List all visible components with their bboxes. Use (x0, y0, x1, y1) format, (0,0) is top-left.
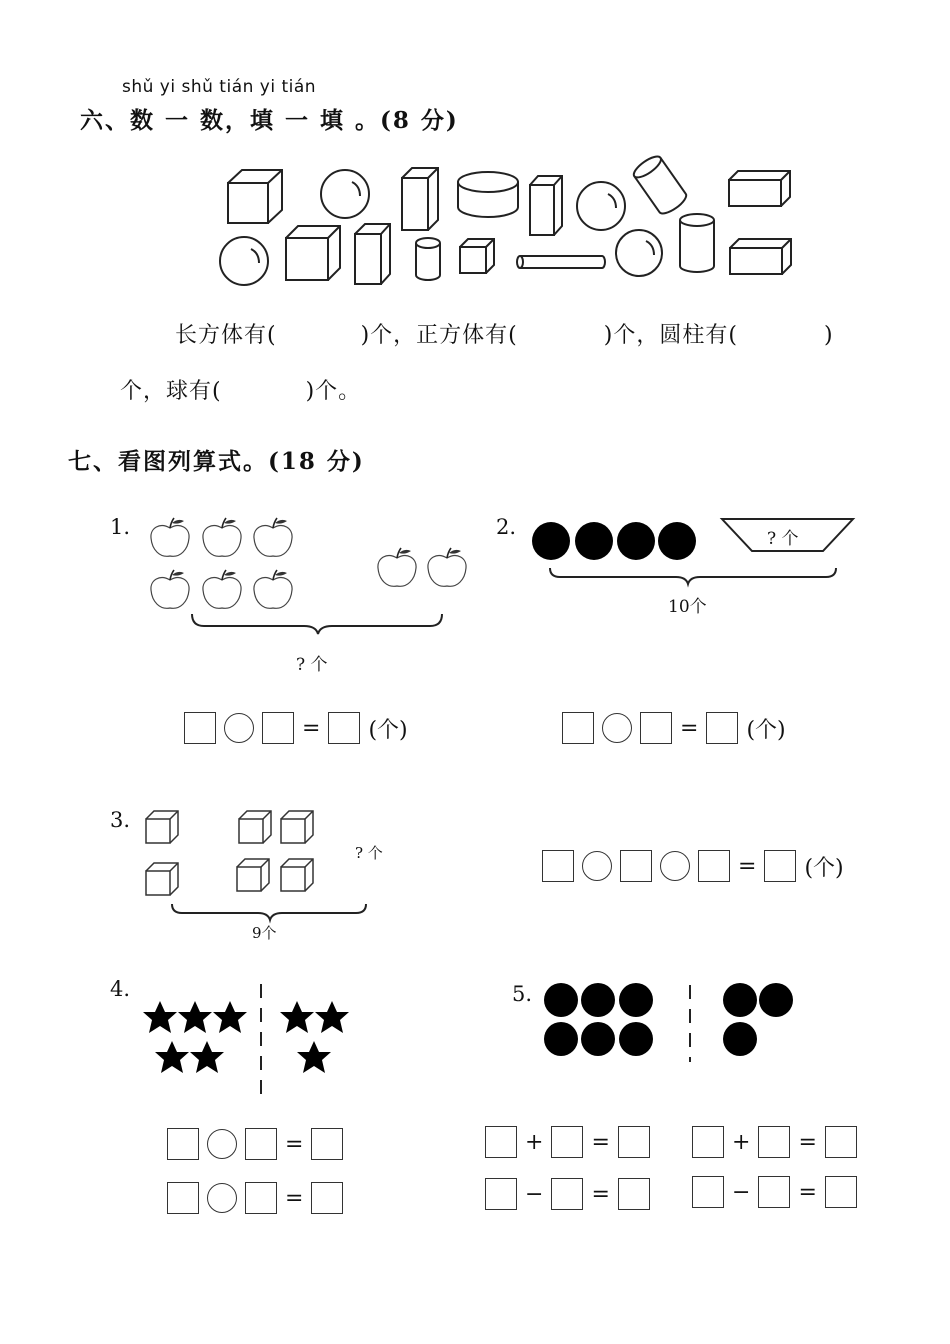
label-cylinder: )个，圆柱有( (603, 323, 738, 348)
label-end: )个。 (305, 379, 362, 404)
closing-paren: ) (823, 323, 834, 348)
problem-2-number: 2. (496, 515, 517, 539)
equals-sign: = (738, 853, 757, 879)
answer-box[interactable] (618, 1178, 650, 1210)
answer-box[interactable] (618, 1126, 650, 1158)
problem-3-number: 3. (110, 808, 131, 832)
plus-sign: + (732, 1129, 751, 1155)
section6-title: 六、数 一 数，填 一 填 。(8 分) (80, 107, 459, 134)
answer-box[interactable] (825, 1176, 857, 1208)
unit-label: (个) (804, 855, 844, 881)
label-sphere: 个，球有( (120, 379, 222, 404)
answer-box[interactable] (758, 1176, 790, 1208)
answer-box[interactable] (758, 1126, 790, 1158)
equals-sign: = (285, 1131, 304, 1157)
problem-5-equation-4 (692, 1176, 857, 1208)
dot-group-left (544, 983, 653, 1056)
problem-1-label: ? 个 (296, 655, 328, 675)
answer-box[interactable] (551, 1178, 583, 1210)
unit-label: (个) (746, 717, 786, 743)
problem-5-equation-2 (692, 1126, 857, 1158)
basket-label: ? 个 (767, 529, 799, 549)
minus-sign: − (732, 1179, 751, 1205)
problem-5-number: 5. (512, 982, 533, 1006)
answer-box[interactable] (551, 1126, 583, 1158)
equals-sign: = (680, 715, 699, 741)
problem-2-total: 10个 (668, 597, 707, 617)
answer-box[interactable] (692, 1126, 724, 1158)
equals-sign: = (591, 1129, 610, 1155)
label-cube: )个，正方体有( (360, 323, 518, 348)
label-cuboid: 长方体有( (175, 323, 277, 348)
dot-group-right (723, 983, 793, 1056)
answer-box[interactable] (485, 1126, 517, 1158)
unit-label: (个) (368, 717, 408, 743)
equals-sign: = (302, 715, 321, 741)
problem-3-total: 9个 (252, 924, 277, 942)
problem-5-equation-1 (485, 1126, 650, 1158)
equals-sign: = (591, 1181, 610, 1207)
problem-4-number: 4. (110, 977, 131, 1001)
problem-5-equation-3 (485, 1178, 650, 1210)
equals-sign: = (798, 1179, 817, 1205)
pinyin-annotation: shǔ yi shǔ tián yi tián (122, 77, 317, 97)
answer-box[interactable] (485, 1178, 517, 1210)
problem-3-label: ? 个 (355, 844, 383, 862)
answer-box[interactable] (692, 1176, 724, 1208)
plus-sign: + (525, 1129, 544, 1155)
equals-sign: = (285, 1185, 304, 1211)
problem-1-number: 1. (110, 515, 131, 539)
answer-box[interactable] (825, 1126, 857, 1158)
minus-sign: − (525, 1181, 544, 1207)
equals-sign: = (798, 1129, 817, 1155)
section7-title: 七、看图列算式。(18 分) (68, 448, 365, 475)
